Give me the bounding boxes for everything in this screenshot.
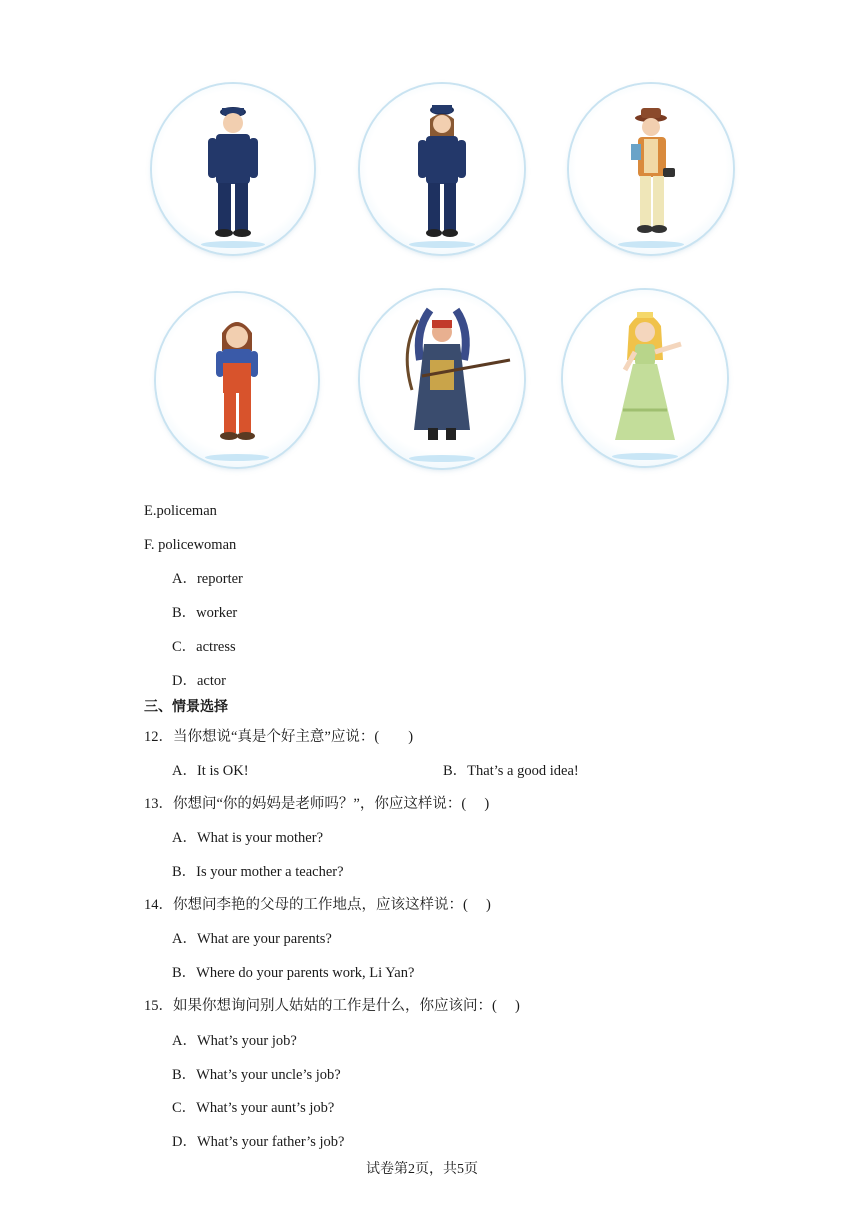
picture-actress	[563, 290, 727, 466]
actress-figure-icon	[563, 290, 727, 466]
floor-shadow	[618, 241, 684, 248]
question-15-stem: 15．如果你想询问别人姑姑的工作是什么，你应该问：( )	[144, 998, 520, 1014]
picture-reporter	[569, 84, 733, 254]
floor-shadow	[205, 454, 270, 461]
question-15-option-a: A．What’s your job?	[172, 1033, 297, 1049]
picture-policewoman	[360, 84, 524, 254]
policewoman-figure-icon	[360, 84, 524, 254]
picture-opera-actor	[360, 290, 524, 468]
picture-policeman	[152, 84, 314, 254]
question-15-option-c: C．What’s your aunt’s job?	[172, 1100, 335, 1116]
floor-shadow	[612, 453, 678, 460]
policeman-figure-icon	[152, 84, 314, 254]
question-13-option-a: A．What is your mother?	[172, 830, 324, 846]
match-item-e: E.policeman	[144, 503, 217, 519]
word-option-b: B．worker	[172, 605, 238, 621]
match-item-f: F. policewoman	[144, 537, 237, 553]
reporter-figure-icon	[569, 84, 733, 254]
question-14-option-a: A．What are your parents?	[172, 931, 332, 947]
question-15-option-b: B．What’s your uncle’s job?	[172, 1067, 341, 1083]
page-footer: 试卷第2页，共5页	[366, 1162, 478, 1177]
floor-shadow	[409, 241, 475, 248]
word-option-c: C．actress	[172, 639, 236, 655]
question-13-stem: 13．你想问“你的妈妈是老师吗？”，你应这样说：( )	[144, 796, 490, 812]
question-12-option-b: B．That’s a good idea!	[443, 763, 579, 779]
question-14-option-b: B．Where do your parents work, Li Yan?	[172, 965, 415, 981]
picture-worker	[156, 293, 318, 467]
opera-actor-figure-icon	[360, 290, 524, 468]
worker-figure-icon	[156, 293, 318, 467]
floor-shadow	[409, 455, 475, 462]
word-option-d: D．actor	[172, 673, 226, 689]
question-15-option-d: D．What’s your father’s job?	[172, 1134, 345, 1150]
word-option-a: A．reporter	[172, 571, 243, 587]
floor-shadow	[201, 241, 266, 248]
section-title: 三、情景选择	[144, 699, 228, 715]
question-12-stem: 12．当你想说“真是个好主意”应说：( )	[144, 729, 414, 745]
question-12-option-a: A．It is OK!	[172, 763, 249, 779]
question-13-option-b: B．Is your mother a teacher?	[172, 864, 344, 880]
question-14-stem: 14．你想问李艳的父母的工作地点，应该这样说：( )	[144, 897, 491, 913]
